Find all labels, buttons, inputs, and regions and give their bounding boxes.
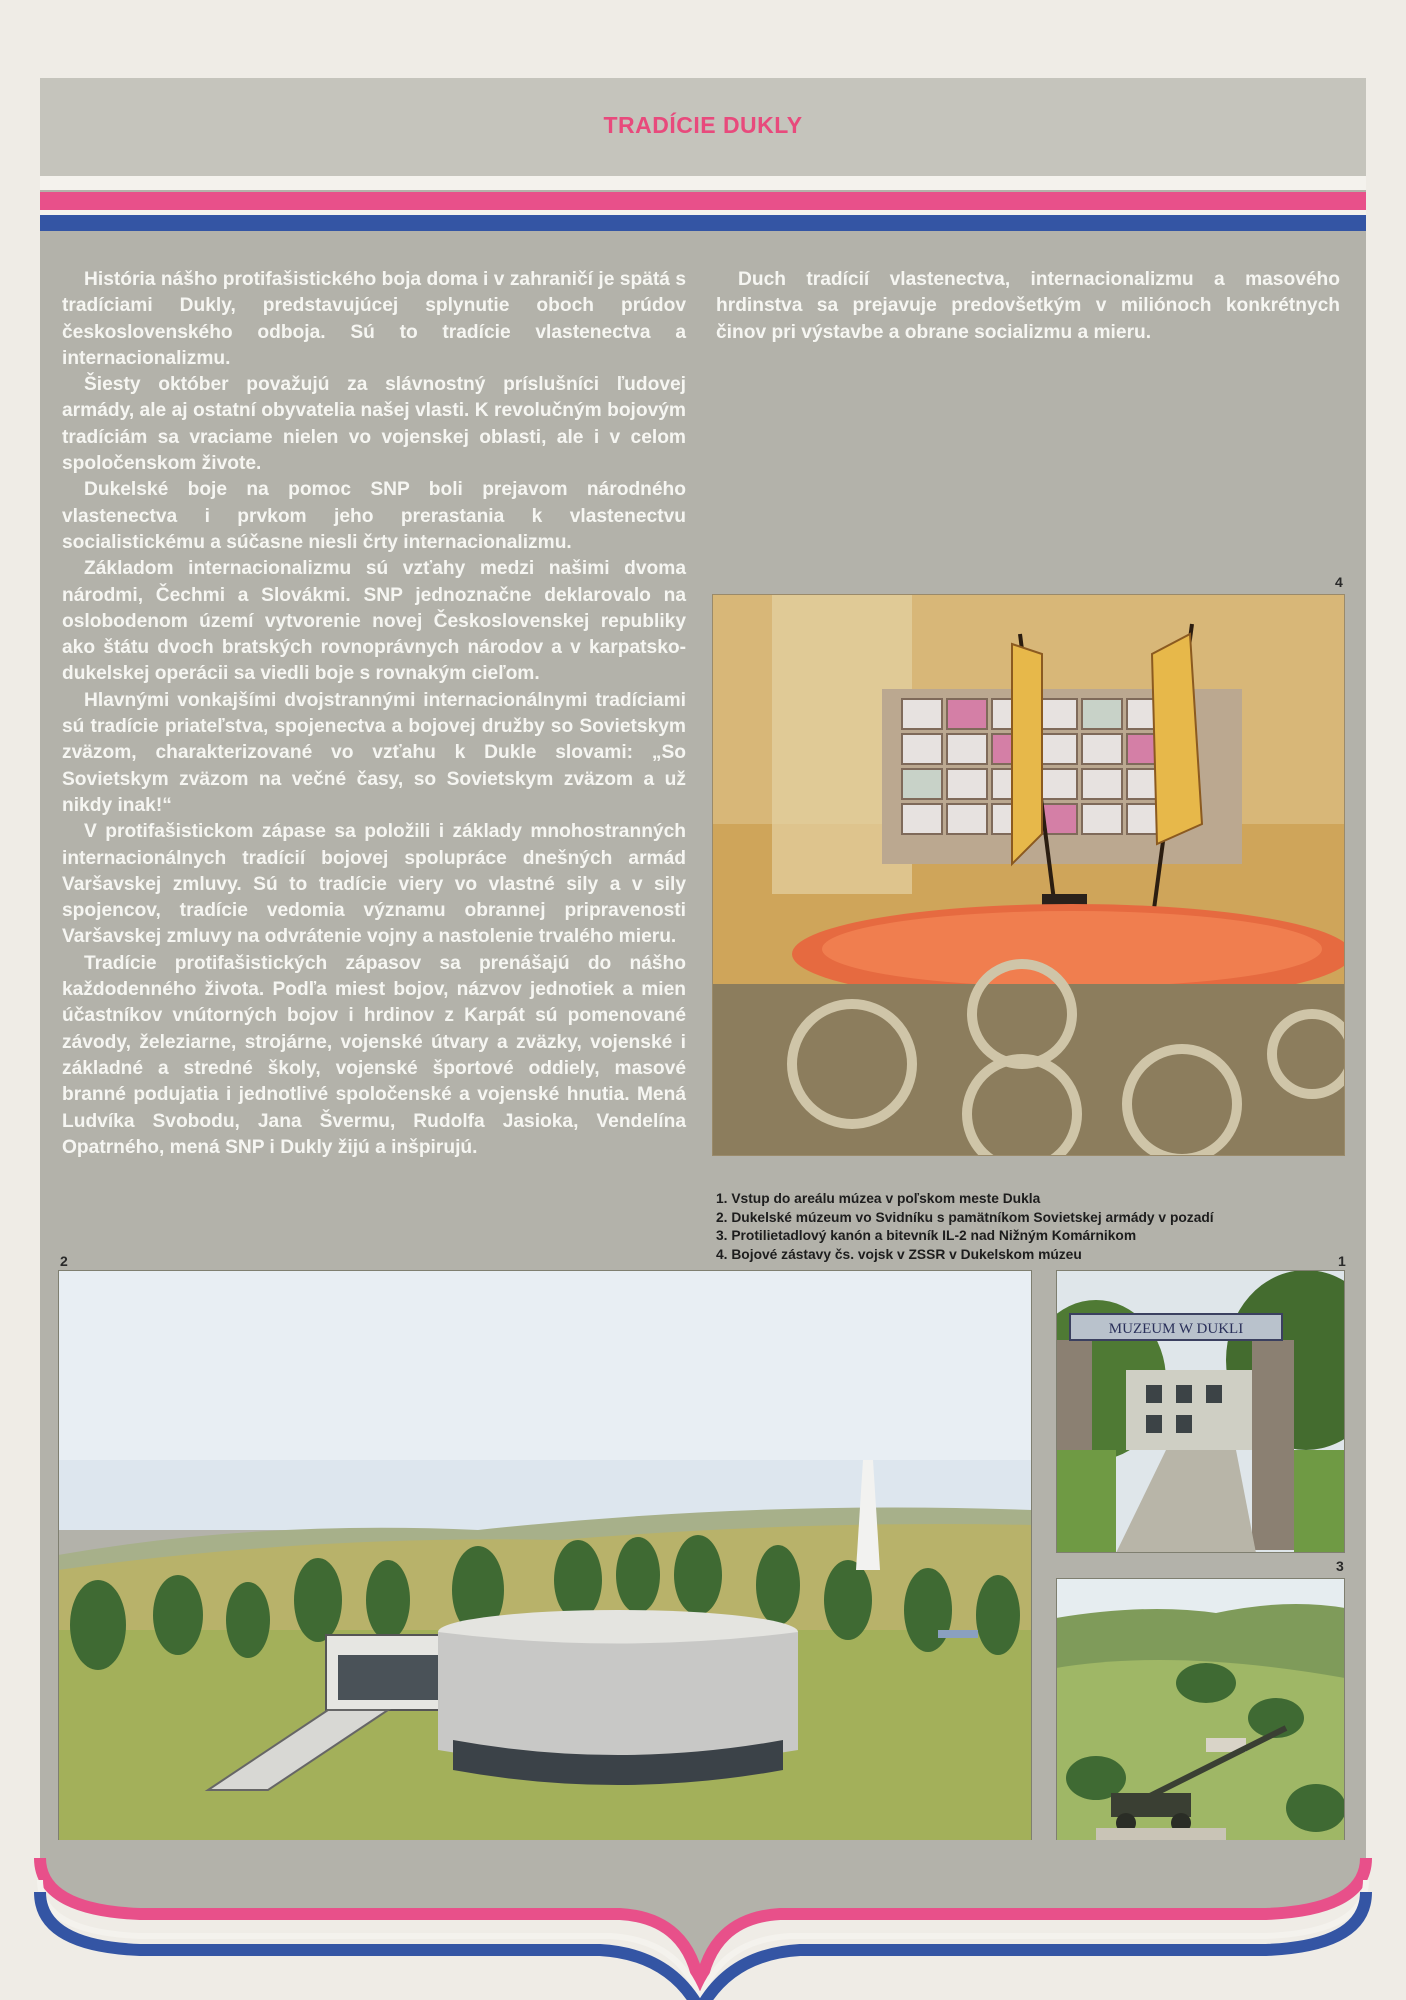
caption-1: 1. Vstup do areálu múzea v poľskom meste Dukla [716,1191,1041,1206]
photo-number-2: 2 [60,1253,68,1269]
paragraph: Dukelské boje na pomoc SNP boli prejavom národného vlastenectva i prvkom jeho prerastania k vlastenectvu socialistickému a súčasne niesli črty internacionalizmu. [62,479,686,553]
paragraph: Duch tradícií vlastenectva, internacionalizmu a masového hrdinstva sa prejavuje predovšetkým v miliónoch konkrétnych činov pri výstavbe a obrane socializmu a mieru. [716,269,1340,343]
pink-stripe [40,192,1366,210]
paragraph: Základom internacionalizmu sú vzťahy medzi našimi dvoma národmi, Čechmi a Slovákmi. SNP jednoznačne deklarovalo na oslobodenom území vytvorenie novej Československej republiky ako štátu dvoch bratských rovnoprávnych národov a v karpatsko-dukelskej operácii sa viedli boje s rovnakým cieľom. [62,558,686,685]
caption-3: 3. Protilietadlový kanón a bitevník IL-2 nad Nižným Komárnikom [716,1228,1137,1243]
paragraph: Hlavnými vonkajšími dvojstrannými internacionálnymi tradíciami sú tradície priateľstva, spojenectva a bojovej družby so Sovietskym zväzom, charakterizované vo vzťahu k Dukle slovami: „So Sovietskym zväzom na večné časy, so Sovietskym zväzom a už nikdy inak!“ [62,689,686,816]
photo-number-1: 1 [1338,1253,1346,1269]
blue-stripe [40,215,1366,231]
paragraph: História nášho protifašistického boja doma i v zahraničí je spätá s tradíciami Dukly, predstavujúcej splynutie oboch prúdov československého odboja. Sú to tradície vlastenectva a internacionalizmu. [62,269,686,369]
photo-museum-interior [712,594,1345,1156]
photo-captions [716,1190,1356,1264]
caption-2: 2. Dukelské múzeum vo Svidníku s pamätníkom Sovietskej armády v pozadí [716,1209,1214,1225]
photo-number-3: 3 [1336,1558,1344,1574]
caption-4: 4. Bojové zástavy čs. vojsk v ZSSR v Dukelskom múzeu [716,1246,1082,1262]
paragraph: V protifašistickom zápase sa položili i základy mnohostranných internacionálnych tradícií bojovej spolupráce dnešných armád Varšavskej zmluvy. Sú to tradície viery vo vlastné sily a v sily spojencov, tradície vedomia významu obrannej pripravenosti Varšavskej zmluvy na odvrátenie vojny a nastolenie trvalého mieru. [62,821,686,948]
photo-museum-dukla-entrance [1056,1270,1345,1553]
page-title: TRADÍCIE DUKLY [603,112,803,138]
paragraph: Tradície protifašistických zápasov sa prenášajú do nášho každodenného života. Podľa miest bojov, názvov jednotiek a mien účastníkov vnútorných bojov i hrdinov z Karpát sú pomenované závody, železiarne, strojárne, vojenské útvary a zväzky, vojenské i základné a stredné školy, vojenské športové oddiely, masové branné podujatia i jednotlivé spoločenské a vojenské hnutia. Mená Ludvíka Svobodu, Jana Švermu, Rudolfa Jasioka, Vendelína Opatrného, mená SNP i Dukly žijú a inšpirujú. [62,952,686,1158]
bottom-ribbon [0,1840,1406,2000]
photo-museum-svidnik [58,1270,1032,1860]
museum-sign-text: MUZEUM W DUKLI [1108,1321,1244,1337]
photo-number-4: 4 [1335,574,1343,590]
article-right-column [716,267,1340,346]
paragraph: Šiesty október považujú za slávnostný príslušníci ľudovej armády, ale aj ostatní obyvatelia našej vlasti. K revolučným bojovým tradíciám sa vraciame nielen vo vojenskej oblasti, ale i v celom spoločenskom živote. [62,374,686,475]
article-left-column [62,267,686,1161]
stripe-gap [40,176,1366,190]
photo-anti-aircraft-gun [1056,1578,1345,1860]
